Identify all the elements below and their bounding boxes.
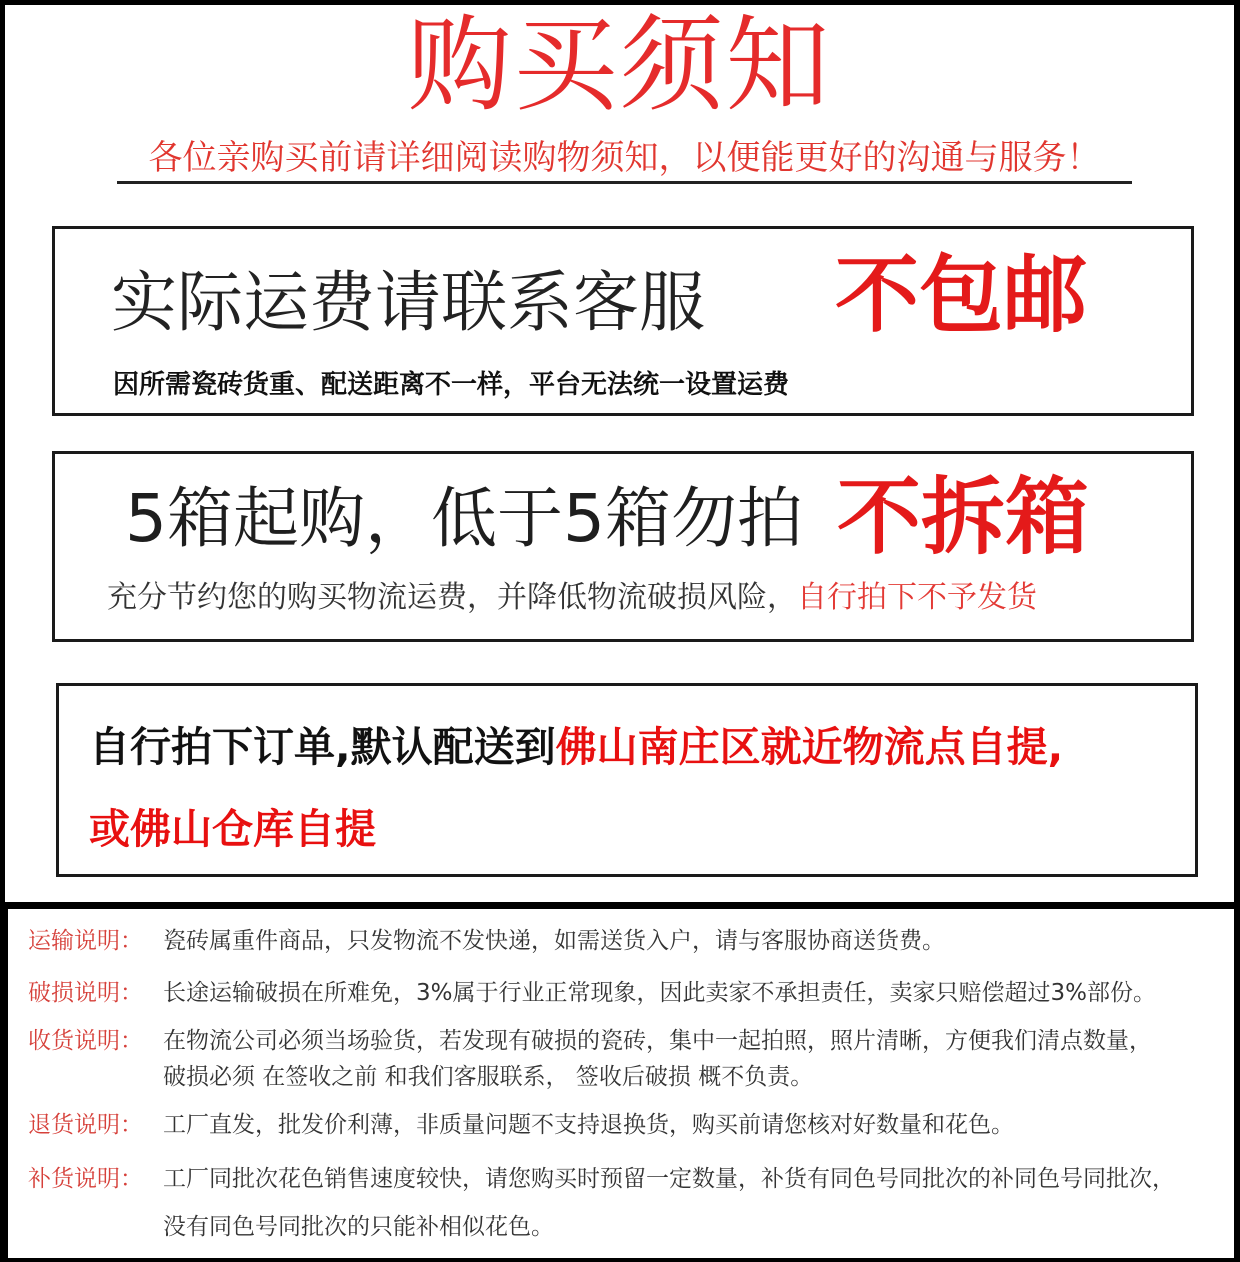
minimum-order-headline: 5箱起购，低于5箱勿拍 [125,480,803,557]
note-restock-label: 补货说明： [28,1166,143,1192]
note-damage-text: 长途运输破损在所难免，3%属于行业正常现象，因此卖家不承担责任，卖家只赔偿超过3%部份。 [163,980,1156,1006]
no-split-box-label: 不拆箱 [837,468,1090,566]
note-restock-text-2: 没有同色号同批次的只能补相似花色。 [163,1214,554,1240]
shipping-headline: 实际运费请联系客服 [111,264,705,341]
page-subtitle: 各位亲购买前请详细阅读购物须知，以便能更好的沟通与服务！ [117,135,1132,184]
minimum-order-note [107,578,1037,618]
pickup-box [56,683,1198,877]
page-title: 购买须知 [407,4,832,126]
shipping-fee-box [52,226,1194,416]
note-transport-label: 运输说明： [28,928,143,954]
note-damage-label: 破损说明： [28,980,143,1006]
pickup-line-1 [89,722,1063,772]
note-receiving [28,1023,1152,1059]
policy-notes-panel [8,909,1234,1258]
minimum-order-box [52,451,1194,642]
note-receiving-text: 在物流公司必须当场验货，若发现有破损的瓷砖，集中一起拍照，照片清晰，方便我们清点数量， [163,1028,1152,1054]
note-returns-label: 退货说明： [28,1112,143,1138]
note-restock [28,1161,1175,1197]
note-transport-text: 瓷砖属重件商品，只发物流不发快递，如需送货入户，请与客服协商送货费。 [163,928,945,954]
no-free-shipping-label: 不包邮 [835,246,1088,344]
pickup-line-1-plain: 自行拍下订单,默认配送到 [89,723,556,771]
note-transport [28,923,945,959]
note-restock-text: 工厂同批次花色销售速度较快，请您购买时预留一定数量，补货有同色号同批次的补同色号同批次， [163,1166,1175,1192]
pickup-line-1-location: 佛山南庄区就近物流点自提, [555,723,1064,771]
note-returns [28,1107,1014,1143]
shipping-note: 因所需瓷砖货重、配送距离不一样，平台无法统一设置运费 [113,370,790,400]
minimum-order-note-plain: 充分节约您的购买物流运费，并降低物流破损风险， [107,580,797,615]
minimum-order-note-warning: 自行拍下不予发货 [797,580,1037,615]
note-returns-text: 工厂直发，批发价利薄，非质量问题不支持退换货，购买前请您核对好数量和花色。 [163,1112,1014,1138]
note-receiving-text-2: 破损必须 在签收之前 和我们客服联系， 签收后破损 概不负责。 [163,1064,814,1090]
pickup-line-2: 或佛山仓库自提 [89,805,376,853]
notice-panel [5,5,1234,902]
note-damage [28,975,1156,1011]
note-receiving-label: 收货说明： [28,1028,143,1054]
